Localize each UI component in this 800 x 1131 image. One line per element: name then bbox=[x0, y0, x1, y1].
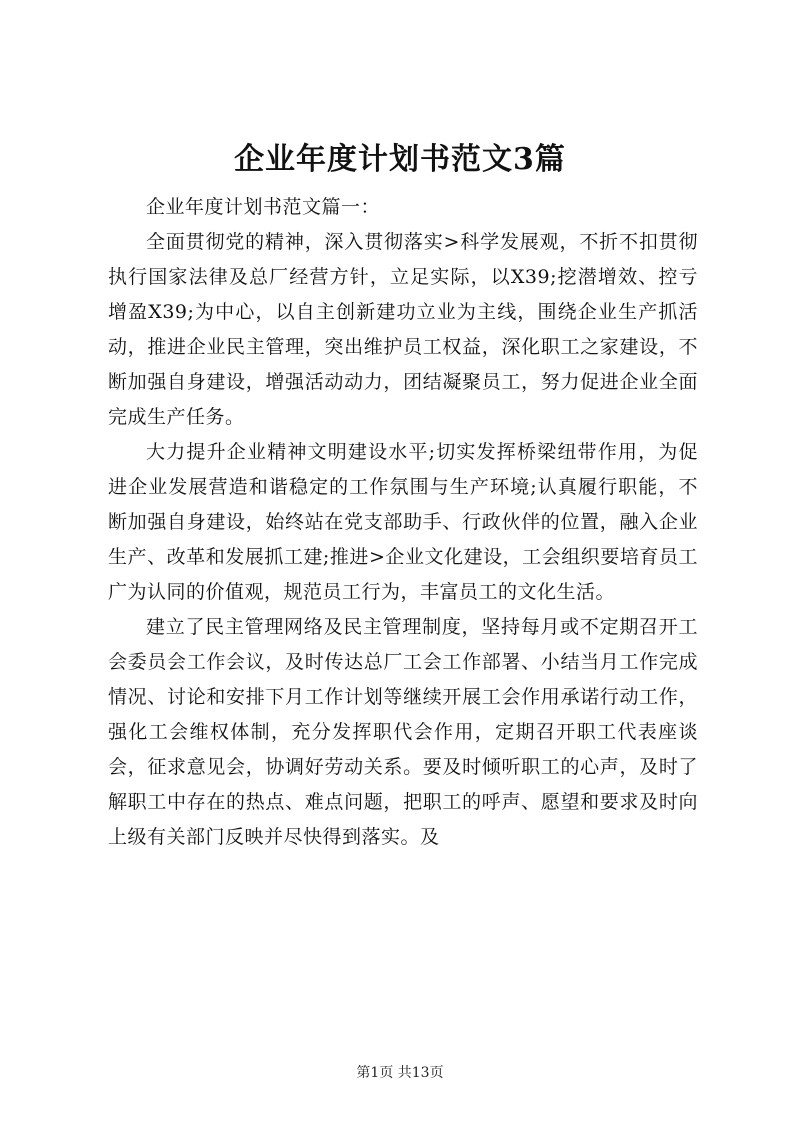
paragraph: 全面贯彻党的精神，深入贯彻落实>科学发展观，不折不扣贯彻执行国家法律及总厂经营方针，立足实际，以X39;挖潜增效、控亏增盈X39;为中心，以自主创新建功立业为主线，围绕企业生产抓活动，推进企业民主管理，突出维护员工权益，深化职工之家建设，不断加强自身建设，增强活动动力，团结凝聚员工，努力促进企业全面完成生产任务。 bbox=[108, 231, 698, 428]
document-title: 企业年度计划书范文3篇 bbox=[234, 142, 566, 177]
document-body bbox=[108, 190, 698, 855]
paragraph: 大力提升企业精神文明建设水平;切实发挥桥梁纽带作用，为促进企业发展营造和谐稳定的工作氛围与生产环境;认真履行职能，不断加强自身建设，始终站在党支部助手、行政伙伴的位置，融入企业生产、改革和发展抓工建;推进>企业文化建设，工会组织要培育员工广为认同的价值观，规范员工行为，丰富员工的文化生活。 bbox=[108, 441, 698, 603]
paragraph: 建立了民主管理网络及民主管理制度，坚持每月或不定期召开工会委员会工作会议，及时传达总厂工会工作部署、小结当月工作完成情况、讨论和安排下月工作计划等继续开展工会作用承诺行动工作，强化工会维权体制，充分发挥职代会作用，定期召开职工代表座谈会，征求意见会，协调好劳动关系。要及时倾听职工的心声，及时了解职工中存在的热点、难点问题，把职工的呼声、愿望和要求及时向上级有关部门反映并尽快得到落实。及 bbox=[108, 616, 698, 848]
paragraph-subtitle: 企业年度计划书范文篇一： bbox=[146, 196, 381, 218]
page-number-footer: 第1页 共13页 bbox=[356, 1065, 444, 1081]
